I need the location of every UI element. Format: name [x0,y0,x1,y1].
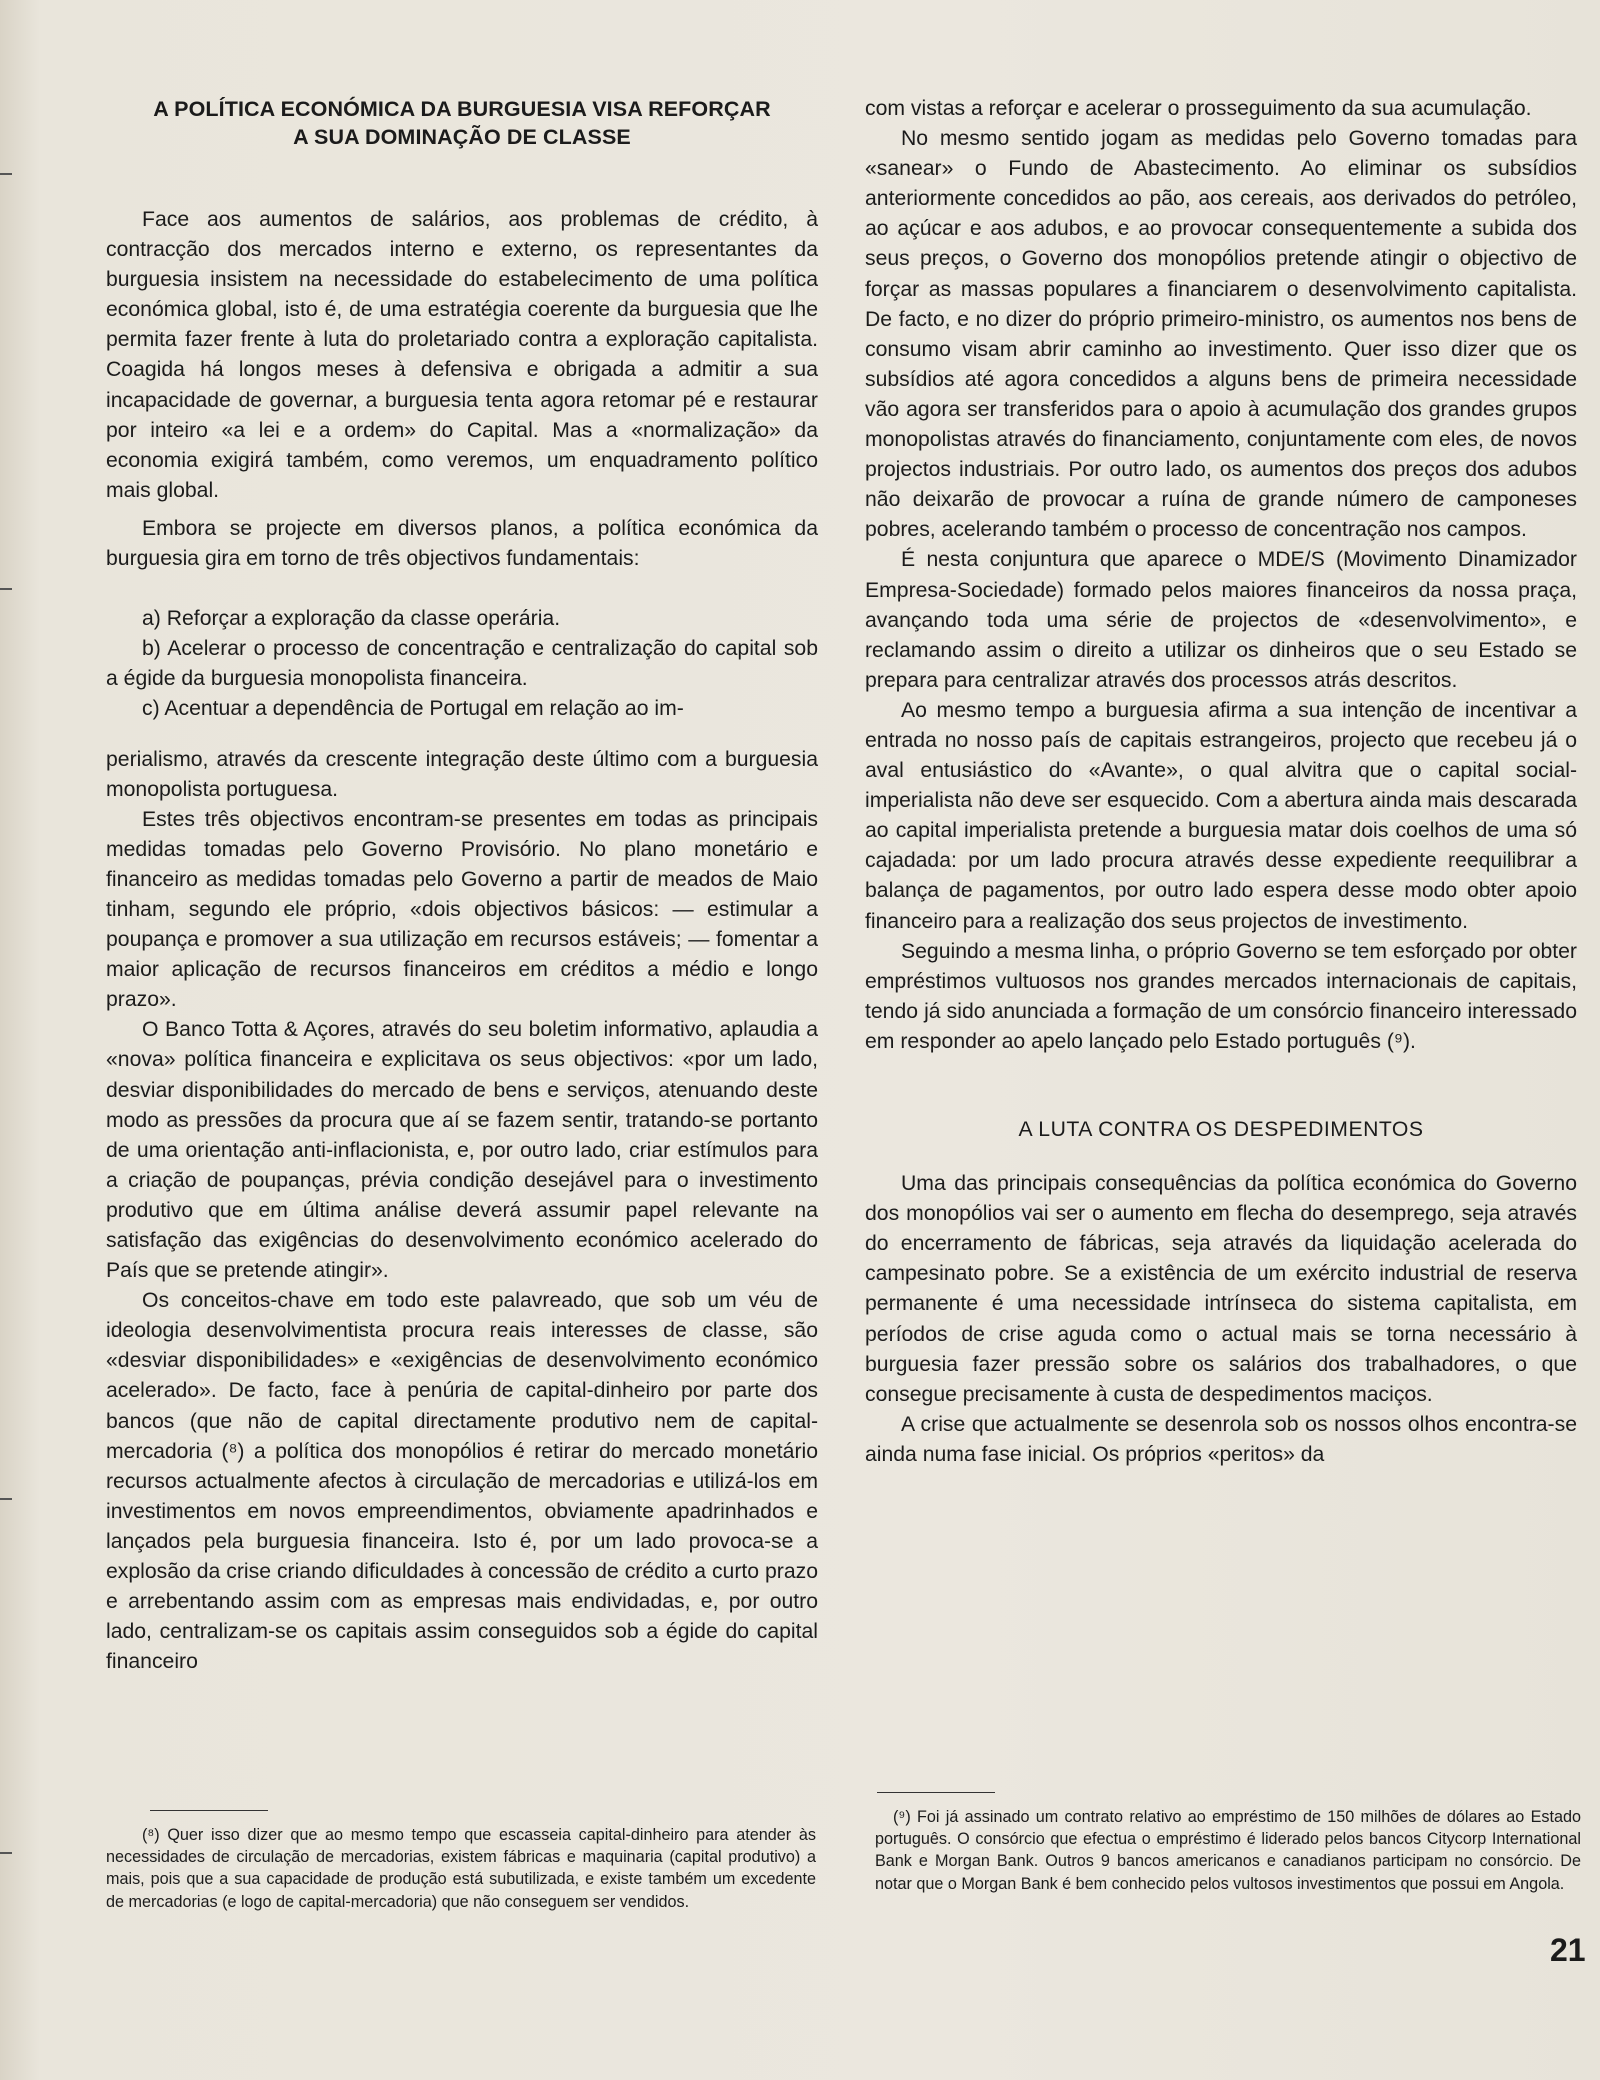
paragraph: É nesta conjuntura que aparece o MDE/S (Movimento Dinamizador Empresa-Sociedade) formado pelos maiores financeiros da nossa praça, avançando toda uma série de projectos de «desenvolvimento», e reclamando assim o direito a utilizar os dinheiros que o seu Estado se prepara para centralizar através dos processos atrás descritos. [865,548,1577,692]
margin-mark [0,1498,12,1500]
paragraph: Os conceitos-chave em todo este palavreado, que sob um véu de ideologia desenvolvimentista procura reais interesses de classe, são «desviar disponibilidades» e «exigências de desenvolvimento económico acelerado». De facto, face à penúria de capital-dinheiro por parte dos bancos (que não de capital directamente produtivo nem de capital-mercadoria (⁸) a política dos monopólios é retirar do mercado monetário recursos actualmente afectos à circulação de mercadorias e utilizá-los em investimentos em novos empreendimentos, obviamente apadrinhados e lançados pela burguesia financeira. Isto é, por um lado provoca-se a explosão da crise criando dificuldades à concessão de crédito a curto prazo e arrebentando assim com as empresas mais endividadas, e, por outro lado, centralizam-se os capitais assim conseguidos sob a égide do capital financeiro [106,1289,818,1674]
paragraph: Seguindo a mesma linha, o próprio Governo se tem esforçado por obter empréstimos vultuosos nos grandes mercados internacionais de capitais, tendo já sido anunciada a formação de um consórcio financeiro interessado em responder ao apelo lançado pelo Estado português (⁹). [865,939,1577,1053]
list-item-c: c) Acentuar a dependência de Portugal em relação ao im- [142,697,684,721]
footnote-8: (⁸) Quer isso dizer que ao mesmo tempo que escasseia capital-dinheiro para atender às necessidades de circulação de mercadorias, existem fábricas e maquinaria (capital produtivo) a mais, pois que a sua capacidade de produção está subutilizada, e existe também um excedente de mercadorias (e logo de capital-mercadoria) que não conseguem ser vendidos. [106,1826,816,1911]
left-column [106,95,818,1677]
margin-mark [0,588,12,590]
footnote-rule [877,1792,995,1793]
paragraph: Face aos aumentos de salários, aos problemas de crédito, à contracção dos mercados interno e externo, os representantes da burguesia insistem na necessidade do estabelecimento de uma política económica global, isto é, de uma estratégia coerente da burguesia que lhe permita fazer frente à luta do proletariado contra a exploração capitalista. Coagida há longos meses à defensiva e obrigada a admitir a sua incapacidade de governar, a burguesia tenta agora retomar pé e restaurar por inteiro «a lei e a ordem» do Capital. Mas a «normalização» da economia exigirá também, como veremos, um enquadramento político mais global. [106,208,818,502]
list-item-b: b) Acelerar o processo de concentração e centralização do capital sob a égide da burguesia monopolista financeira. [106,637,818,691]
paragraph: A crise que actualmente se desenrola sob os nossos olhos encontra-se ainda numa fase inicial. Os próprios «peritos» da [865,1412,1577,1466]
paragraph: O Banco Totta & Açores, através do seu boletim informativo, aplaudia a «nova» política financeira e explicitava os seus objectivos: «por um lado, desviar disponibilidades do mercado de bens e serviços, atenuando deste modo as pressões da procura que aí se fazem sentir, tratando-se portanto de uma orientação anti-inflacionista, e, por outro lado, criar estímulos para a criação de poupanças, prévia condição desejável para o investimento produtivo que em última análise deverá assumir papel relevante na satisfação das exigências do desenvolvimento económico acelerado do País que se pretende atingir». [106,1018,818,1283]
paragraph: Estes três objectivos encontram-se presentes em todas as principais medidas tomadas pelo Governo Provisório. No plano monetário e financeiro as medidas tomadas pelo Governo a partir de meados de Maio tinham, segundo ele próprio, «dois objectivos básicos: — estimular a poupança e promover a sua utilização em recursos estáveis; — fomentar a maior aplicação de recursos financeiros em créditos a médio e longo prazo». [106,807,818,1012]
list-item-a: a) Reforçar a exploração da classe operária. [142,607,561,631]
paragraph: No mesmo sentido jogam as medidas pelo Governo tomadas para «sanear» o Fundo de Abastecimento. Ao eliminar os subsídios anteriormente concedidos ao pão, aos cereais, aos derivados do petróleo, ao açúcar e aos adubos, e ao provocar consequentemente a subida dos seus preços, o Governo dos monopólios pretende atingir o objectivo de forçar as massas populares a financiarem o desenvolvimento capitalista. De facto, e no dizer do próprio primeiro-ministro, os aumentos nos bens de consumo visam abrir caminho ao investimento. Quer isso dizer que os subsídios até agora concedidos a alguns bens de primeira necessidade vão agora ser transferidos para o apoio à acumulação dos grandes grupos monopolistas através do financiamento, conjuntamente com eles, de novos projectos industriais. Por outro lado, os aumentos dos preços dos adubos não deixarão de provocar a ruína de grande número de camponeses pobres, acelerando também o processo de concentração nos campos. [865,127,1577,542]
article-title [106,95,818,151]
footnote-rule [150,1810,268,1811]
margin-mark [0,1852,12,1854]
paragraph: Uma das principais consequências da política económica do Governo dos monopólios vai ser o aumento em flecha do desemprego, seja através do encerramento de fábricas, seja através da liquidação acelerada do campesinato pobre. Se a existência de um exército industrial de reserva permanente é uma necessidade intrínseca do sistema capitalista, em períodos de crise aguda como o actual mais se torna necessário à burguesia fazer pressão sobre os salários dos trabalhadores, o que consegue precisamente à custa de despedimentos maciços. [865,1172,1577,1406]
page-number: 21 [1550,1932,1586,1968]
footnote-9: (⁹) Foi já assinado um contrato relativo ao empréstimo de 150 milhões de dólares ao Estado português. O consórcio que efectua o empréstimo é liderado pelos bancos Citycorp International Bank e Morgan Bank. Outros 9 bancos americanos e canadianos participam no consórcio. De notar que o Morgan Bank é bem conhecido pelos vultosos investimentos que possui em Angola. [875,1808,1581,1893]
paragraph: com vistas a reforçar e acelerar o prosseguimento da sua acumulação. [865,97,1532,120]
paragraph: Ao mesmo tempo a burguesia afirma a sua intenção de incentivar a entrada no nosso país de capitais estrangeiros, projecto que recebeu já o aval entusiástico do «Avante», o qual alvitra que o capital social-imperialista não deve ser esquecido. Com a abertura ainda mais descarada ao capital imperialista pretende a burguesia matar dois coelhos de uma só cajadada: por um lado procura através desse expediente reequilibrar a balança de pagamentos, por outro lado espera desse modo obter apoio financeiro para a realização dos seus projectos de investimento. [865,698,1577,933]
title-line-1: A POLÍTICA ECONÓMICA DA BURGUESIA VISA REFORÇAR [153,97,771,121]
right-column [865,94,1577,1470]
section-heading: A LUTA CONTRA OS DESPEDIMENTOS [1018,1118,1424,1141]
list-item-c-continued: perialismo, através da crescente integração deste último com a burguesia monopolista portuguesa. [106,747,818,801]
paragraph: Embora se projecte em diversos planos, a política económica da burguesia gira em torno de três objectivos fundamentais: [106,516,818,571]
title-line-2: A SUA DOMINAÇÃO DE CLASSE [293,125,631,149]
margin-mark [0,173,12,175]
